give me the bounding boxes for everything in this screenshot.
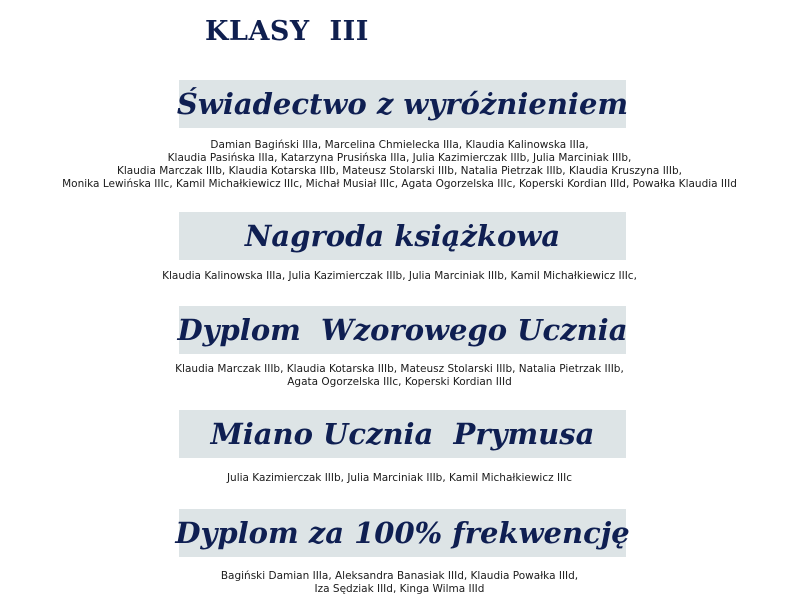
- recipients-line: Julia Kazimierczak IIIb, Julia Marciniak IIIb, Kamil Michałkiewicz IIIc: [226, 472, 573, 484]
- recipients-line: Klaudia Marczak IIIb, Klaudia Kotarska IIIb, Mateusz Stolarski IIIb, Natalia Pietrzak IIIb,: [175, 363, 624, 375]
- award-heading: Dyplom za 100% frekwencję: [175, 516, 630, 550]
- award-recipients-list: [0, 270, 799, 283]
- award-banner-honors-certificate: [176, 80, 629, 128]
- award-banner-top-student-title: [179, 410, 626, 458]
- award-recipients-list: [0, 363, 799, 389]
- award-heading: Miano Ucznia Prymusa: [210, 417, 595, 451]
- award-banner-attendance-diploma: [175, 509, 630, 557]
- award-recipients-list: [0, 139, 799, 191]
- award-heading: Świadectwo z wyróżnieniem: [176, 87, 629, 121]
- award-heading: Nagroda książkowa: [244, 219, 561, 253]
- award-recipients-list: [0, 472, 799, 485]
- page-title: KLASY III: [205, 16, 369, 47]
- recipients-line: Agata Ogorzelska IIIc, Koperski Kordian IIId: [287, 376, 512, 388]
- recipients-line: Klaudia Kalinowska IIIa, Julia Kazimierczak IIIb, Julia Marciniak IIIb, Kamil Michałkiewicz IIIc,: [162, 270, 637, 282]
- award-banner-model-student-diploma: [179, 306, 626, 354]
- recipients-line: Klaudia Pasińska IIIa, Katarzyna Prusińska IIIa, Julia Kazimierczak IIIb, Julia Marciniak IIIb,: [167, 152, 632, 164]
- recipients-line: Monika Lewińska IIIc, Kamil Michałkiewicz IIIc, Michał Musiał IIIc, Agata Ogorzelska IIIc, Koperski Kordian IIId, Powałka Klaudia IIId: [62, 178, 737, 190]
- recipients-line: Klaudia Marczak IIIb, Klaudia Kotarska IIIb, Mateusz Stolarski IIIb, Natalia Pietrzak IIIb, Klaudia Kruszyna IIIb,: [117, 165, 682, 177]
- award-recipients-list: [0, 570, 799, 596]
- award-banner-book-prize: [179, 212, 626, 260]
- recipients-line: Damian Bagiński IIIa, Marcelina Chmielecka IIIa, Klaudia Kalinowska IIIa,: [210, 139, 589, 151]
- award-heading: Dyplom Wzorowego Ucznia: [177, 313, 628, 347]
- recipients-line: Bagiński Damian IIIa, Aleksandra Banasiak IIId, Klaudia Powałka IIId,: [220, 570, 579, 582]
- recipients-line: Iza Sędziak IIId, Kinga Wilma IIId: [314, 583, 485, 595]
